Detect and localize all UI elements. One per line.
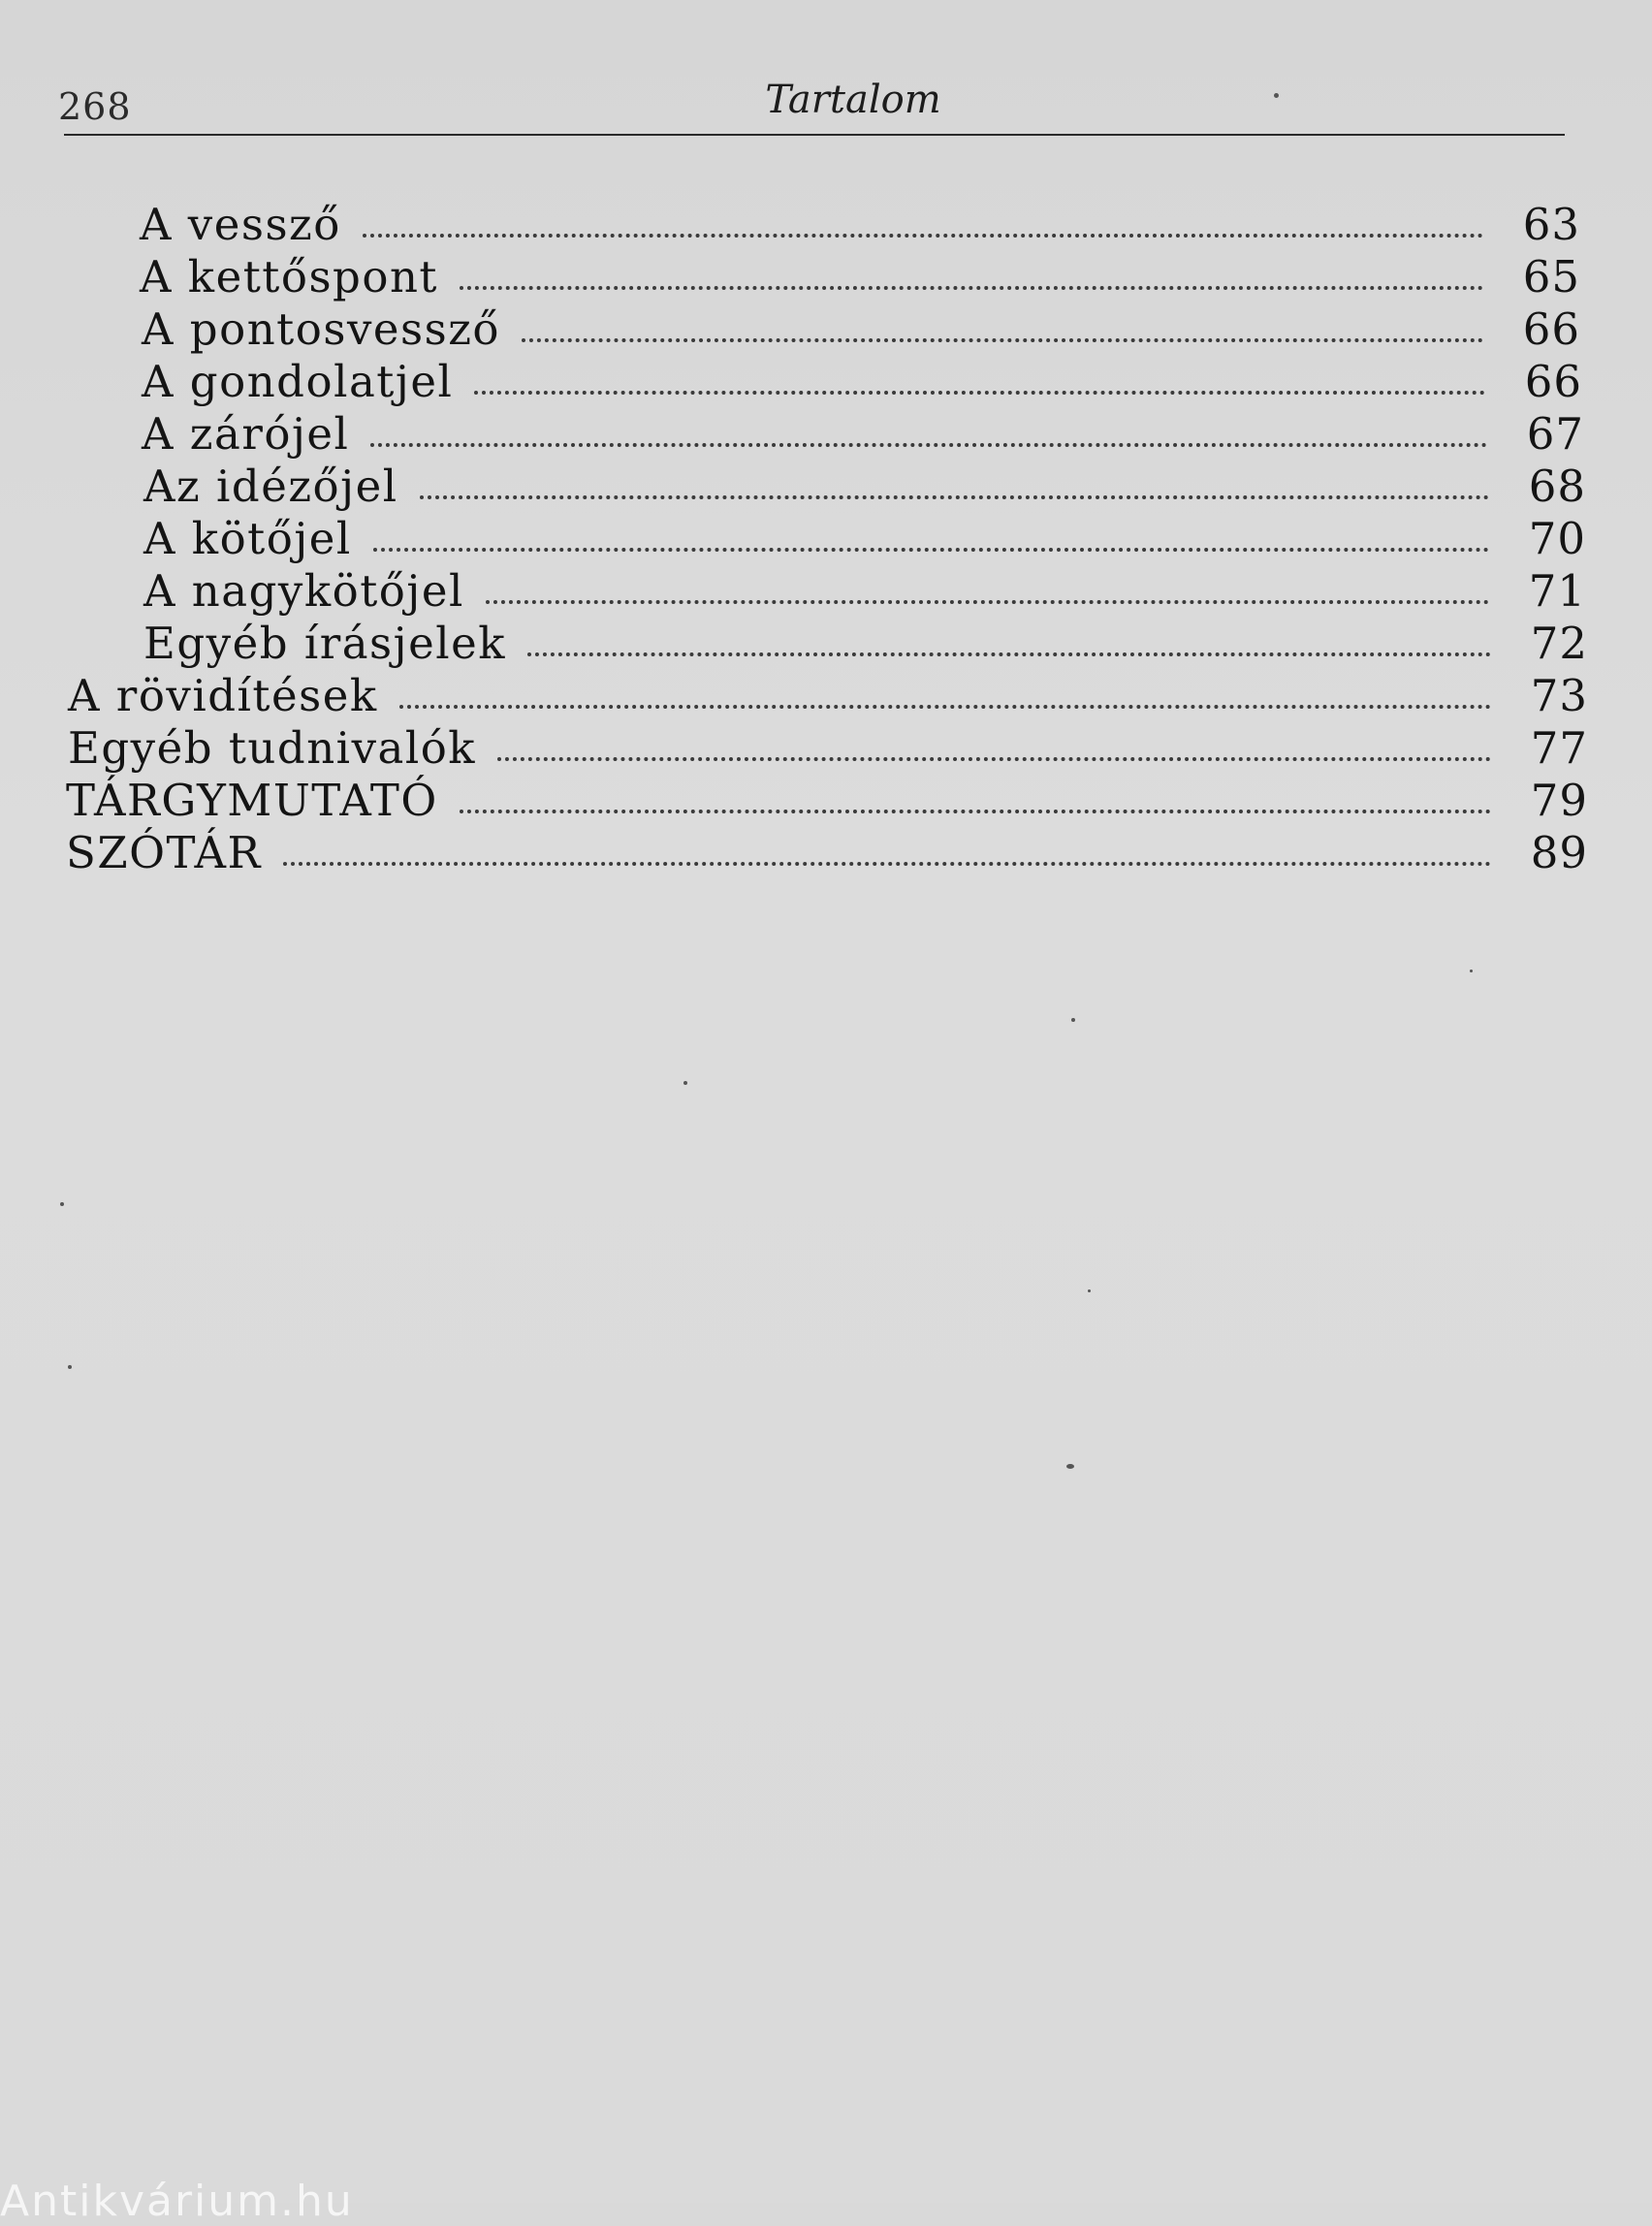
toc-entry-page: 71 — [1528, 565, 1586, 617]
toc-entry-roviditesek — [0, 670, 1652, 722]
dot-leader — [527, 652, 1491, 656]
toc-entry-zarojel — [0, 408, 1652, 461]
toc-entry-page: 73 — [1530, 670, 1588, 721]
toc-entry-label: A rövidítések — [68, 670, 378, 721]
toc-entry-page: 66 — [1522, 303, 1580, 355]
toc-entry-idezojel — [0, 461, 1652, 513]
paper-speck — [1470, 970, 1473, 972]
paper-speck — [60, 1202, 64, 1206]
toc-entry-page: 66 — [1524, 356, 1582, 407]
toc-entry-page: 72 — [1530, 618, 1588, 669]
page-number: 268 — [58, 85, 132, 128]
toc-entry-label: TÁRGYMUTATÓ — [66, 775, 438, 826]
toc-entry-page: 68 — [1528, 461, 1586, 512]
toc-entry-label: A gondolatjel — [142, 356, 454, 407]
toc-entry-label: A vessző — [140, 199, 341, 250]
toc-entry-label: A kettőspont — [140, 251, 439, 302]
dot-leader — [460, 809, 1491, 813]
toc-entry-label: Egyéb tudnivalók — [68, 722, 477, 774]
paper-speck — [1066, 1464, 1074, 1469]
toc-entry-szotar — [0, 827, 1652, 879]
toc-entry-label: Az idézőjel — [143, 461, 398, 512]
paper-speck — [1274, 93, 1279, 98]
toc-entry-gondolatjel — [0, 356, 1652, 408]
dot-leader — [420, 494, 1489, 499]
toc-entry-page: 79 — [1530, 775, 1588, 826]
dot-leader — [522, 337, 1483, 342]
toc-entry-page: 70 — [1528, 513, 1586, 564]
toc-entry-page: 89 — [1530, 827, 1588, 878]
dot-leader — [363, 233, 1483, 238]
toc-entry-page: 63 — [1522, 199, 1580, 250]
header-rule — [64, 134, 1565, 136]
toc-entry-vesszo — [0, 199, 1652, 251]
toc-entry-kotojel — [0, 513, 1652, 565]
paper-speck — [68, 1365, 72, 1369]
toc-entry-targymutato — [0, 775, 1652, 827]
toc-entry-nagykotojel — [0, 565, 1652, 618]
toc-entry-label: SZÓTÁR — [66, 827, 262, 878]
dot-leader — [474, 390, 1485, 395]
toc-entry-page: 67 — [1526, 408, 1584, 460]
dot-leader — [486, 599, 1489, 604]
paper-speck — [1071, 1018, 1075, 1022]
watermark-text: Antikvárium.hu — [0, 2177, 354, 2226]
dot-leader — [497, 756, 1491, 761]
toc-entry-kettospont — [0, 251, 1652, 303]
toc-entry-page: 65 — [1522, 251, 1580, 302]
toc-entry-label: A nagykötőjel — [143, 565, 464, 617]
paper-speck — [1088, 1289, 1091, 1292]
dot-leader — [370, 442, 1487, 447]
toc-entry-label: A kötőjel — [143, 513, 352, 564]
toc-entry-page: 77 — [1530, 722, 1588, 774]
toc-entry-pontosvesszo — [0, 303, 1652, 356]
toc-entry-label: A pontosvessző — [142, 303, 500, 355]
toc-entry-egyeb-tudnivalok — [0, 722, 1652, 775]
toc-entry-label: Egyéb írásjelek — [143, 618, 507, 669]
paper-speck — [683, 1081, 687, 1085]
dot-leader — [283, 861, 1491, 866]
dot-leader — [399, 704, 1491, 709]
running-title: Tartalom — [765, 78, 941, 122]
toc-entry-egyeb-irasjelek — [0, 618, 1652, 670]
dot-leader — [373, 547, 1489, 552]
toc-entry-label: A zárójel — [142, 408, 350, 460]
dot-leader — [460, 285, 1483, 290]
